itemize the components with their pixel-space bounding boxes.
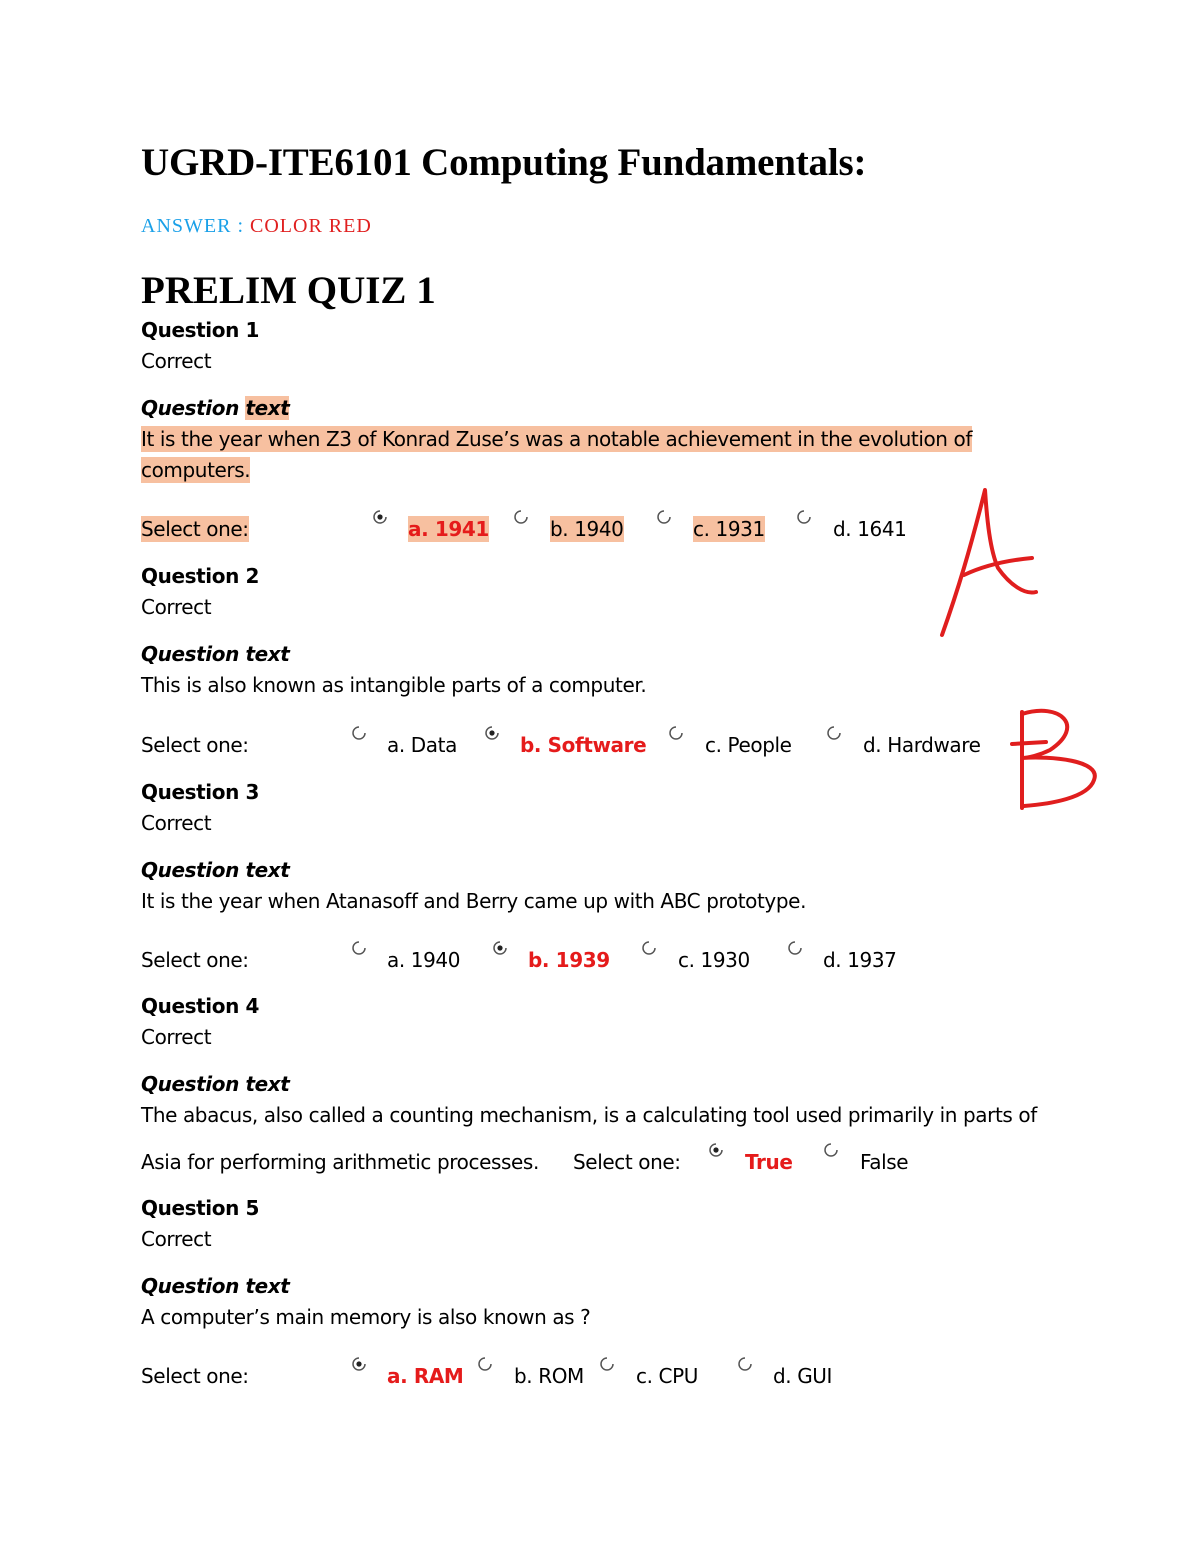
- radio-empty-icon: [351, 940, 367, 956]
- question-4-number: Question 4: [141, 994, 259, 1018]
- answer-key-value: COLOR RED: [250, 215, 372, 237]
- question-5-option-a[interactable]: a. RAM: [387, 1364, 464, 1388]
- question-5-radio-d[interactable]: [737, 1356, 753, 1372]
- question-2-radio-a[interactable]: [351, 725, 367, 741]
- radio-empty-icon: [787, 940, 803, 956]
- question-2-radio-c[interactable]: [668, 725, 684, 741]
- question-3-select-one: Select one:: [141, 948, 249, 972]
- radio-empty-icon: [796, 509, 812, 525]
- question-5-option-d[interactable]: d. GUI: [773, 1364, 833, 1388]
- question-5-status: Correct: [141, 1227, 212, 1251]
- question-4-text-line-2: Asia for performing arithmetic processes.: [141, 1150, 539, 1174]
- question-5-number: Question 5: [141, 1196, 259, 1220]
- question-3-option-b[interactable]: b. 1939: [528, 948, 610, 972]
- question-1-number: Question 1: [141, 318, 259, 342]
- question-2-number: Question 2: [141, 564, 259, 588]
- radio-empty-icon: [826, 725, 842, 741]
- question-1-text-label: Question text: [141, 396, 290, 420]
- question-1-radio-b[interactable]: [513, 509, 529, 525]
- question-4-radio-false[interactable]: [823, 1142, 839, 1158]
- question-4-status: Correct: [141, 1025, 212, 1049]
- radio-empty-icon: [477, 1356, 493, 1372]
- question-2-text: This is also known as intangible parts of a computer.: [141, 673, 647, 697]
- radio-empty-icon: [351, 725, 367, 741]
- question-4-text-label: Question text: [141, 1072, 290, 1096]
- question-1-text-line-2: computers.: [141, 458, 251, 482]
- question-5-radio-a[interactable]: [351, 1356, 367, 1372]
- question-5-option-b[interactable]: b. ROM: [514, 1364, 584, 1388]
- radio-selected-icon: [708, 1142, 724, 1158]
- question-3-option-d[interactable]: d. 1937: [823, 948, 897, 972]
- question-1-option-c[interactable]: c. 1931: [693, 517, 765, 541]
- question-5-text-label: Question text: [141, 1274, 290, 1298]
- question-3-radio-d[interactable]: [787, 940, 803, 956]
- question-4-select-one: Select one:: [573, 1150, 681, 1174]
- question-2-radio-b[interactable]: [484, 725, 500, 741]
- question-3-number: Question 3: [141, 780, 259, 804]
- radio-empty-icon: [823, 1142, 839, 1158]
- question-5-select-one: Select one:: [141, 1364, 249, 1388]
- question-3-status: Correct: [141, 811, 212, 835]
- question-2-status: Correct: [141, 595, 212, 619]
- question-4-option-false[interactable]: False: [860, 1150, 909, 1174]
- question-1-select-one: Select one:: [141, 517, 249, 541]
- radio-empty-icon: [641, 940, 657, 956]
- handwritten-letter-a-mark: [930, 480, 1050, 650]
- radio-selected-icon: [484, 725, 500, 741]
- question-3-option-a[interactable]: a. 1940: [387, 948, 461, 972]
- question-5-radio-b[interactable]: [477, 1356, 493, 1372]
- handwritten-letter-b-mark: [1010, 700, 1110, 815]
- question-1-text-line-1: It is the year when Z3 of Konrad Zuse’s was a notable achievement in the evolution of: [141, 427, 973, 451]
- radio-empty-icon: [513, 509, 529, 525]
- question-2-radio-d[interactable]: [826, 725, 842, 741]
- question-5-radio-c[interactable]: [599, 1356, 615, 1372]
- question-1-radio-a[interactable]: [372, 509, 388, 525]
- radio-empty-icon: [737, 1356, 753, 1372]
- question-1-option-a[interactable]: a. 1941: [408, 517, 489, 541]
- question-2-option-a[interactable]: a. Data: [387, 733, 457, 757]
- question-1-option-b[interactable]: b. 1940: [550, 517, 624, 541]
- quiz-title: PRELIM QUIZ 1: [141, 269, 436, 312]
- question-3-option-c[interactable]: c. 1930: [678, 948, 750, 972]
- question-3-text: It is the year when Atanasoff and Berry came up with ABC prototype.: [141, 889, 807, 913]
- question-3-radio-b[interactable]: [492, 940, 508, 956]
- question-4-option-true[interactable]: True: [745, 1150, 793, 1174]
- question-2-text-label: Question text: [141, 642, 290, 666]
- question-1-radio-d[interactable]: [796, 509, 812, 525]
- radio-selected-icon: [351, 1356, 367, 1372]
- radio-selected-icon: [372, 509, 388, 525]
- question-3-radio-a[interactable]: [351, 940, 367, 956]
- question-4-radio-true[interactable]: [708, 1142, 724, 1158]
- question-2-select-one: Select one:: [141, 733, 249, 757]
- radio-selected-icon: [492, 940, 508, 956]
- question-5-text: A computer’s main memory is also known as ?: [141, 1305, 591, 1329]
- question-2-option-c[interactable]: c. People: [705, 733, 792, 757]
- question-5-option-c[interactable]: c. CPU: [636, 1364, 698, 1388]
- radio-empty-icon: [668, 725, 684, 741]
- question-1-option-d[interactable]: d. 1641: [833, 517, 907, 541]
- radio-empty-icon: [599, 1356, 615, 1372]
- question-3-text-label: Question text: [141, 858, 290, 882]
- page-title: UGRD-ITE6101 Computing Fundamentals:: [141, 141, 867, 184]
- answer-key-label: ANSWER :: [141, 215, 250, 237]
- question-3-radio-c[interactable]: [641, 940, 657, 956]
- question-4-text-line-1: The abacus, also called a counting mechanism, is a calculating tool used primarily in parts of: [141, 1103, 1037, 1127]
- radio-empty-icon: [656, 509, 672, 525]
- question-1-radio-c[interactable]: [656, 509, 672, 525]
- question-2-option-b[interactable]: b. Software: [520, 733, 647, 757]
- answer-key-note: [141, 215, 372, 238]
- question-1-status: Correct: [141, 349, 212, 373]
- question-2-option-d[interactable]: d. Hardware: [863, 733, 981, 757]
